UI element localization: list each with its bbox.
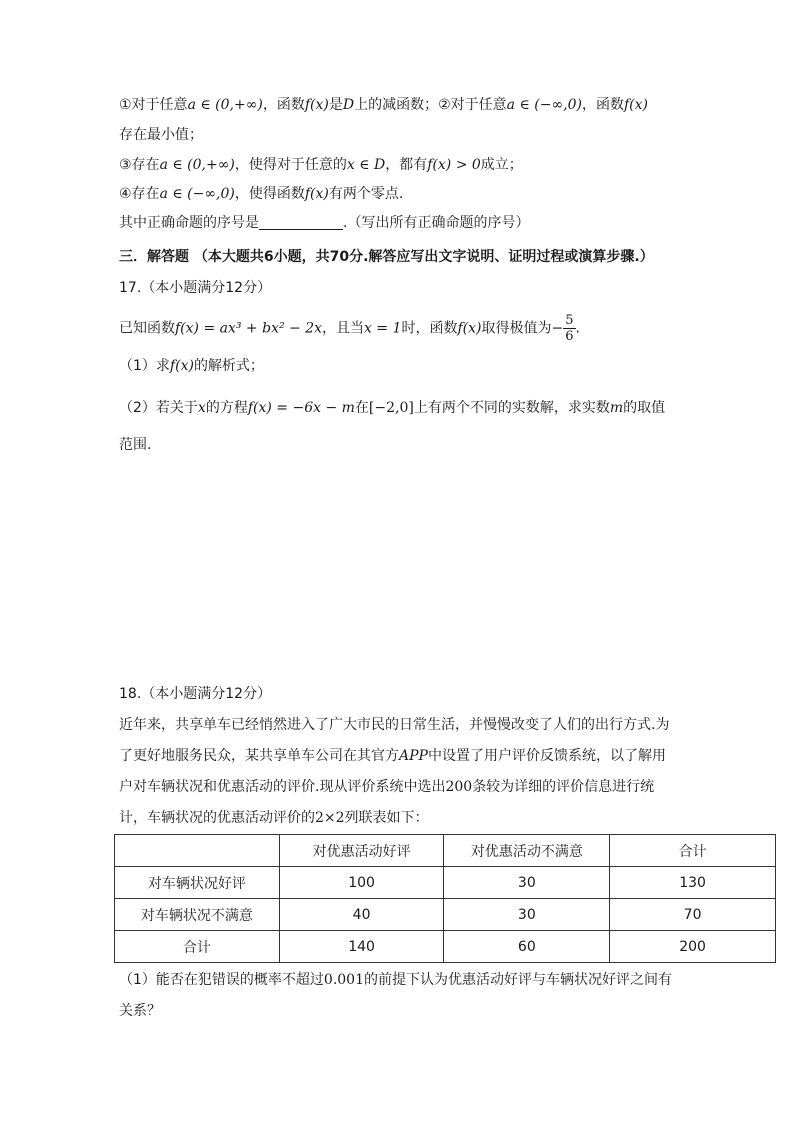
table-cell: 对车辆状况好评 <box>115 867 280 899</box>
table-cell: 70 <box>610 899 776 931</box>
text: 的方程 <box>205 400 248 416</box>
math-expr: 2×2 <box>315 810 345 826</box>
table-header-cell <box>115 835 280 867</box>
text: 列联表如下： <box>344 810 429 826</box>
q18-header: 18.（本小题满分12分） <box>119 686 272 702</box>
table-row <box>115 867 776 899</box>
q18-part1-cont: 关系？ <box>119 1003 161 1019</box>
proposition-1-2-line1 <box>119 95 648 115</box>
table-cell: 40 <box>279 899 444 931</box>
section-title: 三．解答题 （本大题共6小题，共70分.解答应写出文字说明、证明过程或演算步骤.） <box>119 249 654 265</box>
text: ，都有 <box>385 157 428 173</box>
table-cell: 30 <box>444 867 610 899</box>
table-header-cell: 对优惠活动好评 <box>279 835 444 867</box>
table-cell: 130 <box>610 867 776 899</box>
math-expr: D <box>342 97 355 113</box>
table-row <box>115 899 776 931</box>
q18-para1: 近年来，共享单车已经悄然进入了广大市民的日常生活，并慢慢改变了人们的出行方式.为 <box>119 717 670 733</box>
q17-stem <box>119 313 580 344</box>
text: 的解析式； <box>193 358 264 374</box>
table-row <box>115 931 776 963</box>
table-cell: 合计 <box>115 931 280 963</box>
text: 存在最小值； <box>119 127 203 143</box>
text: 上有两个不同的实数解，求实数 <box>413 400 610 416</box>
text: 成立； <box>480 157 523 173</box>
math-expr: f(x) <box>304 186 329 202</box>
numerator: 5 <box>565 313 574 328</box>
text: ，使得函数 <box>234 186 305 202</box>
math-expr: f(x) = ax³ + bx² − 2x <box>175 320 323 337</box>
text: ，函数 <box>581 97 624 113</box>
table-header-cell: 合计 <box>610 835 776 867</box>
math-expr: f(x) <box>304 97 329 113</box>
text: 的取值 <box>623 400 666 416</box>
text: （1）求 <box>119 358 170 374</box>
table-cell: 100 <box>279 867 444 899</box>
q18-para3 <box>119 777 654 797</box>
contingency-table <box>114 834 776 963</box>
math-expr: a ∈ (0,+∞) <box>187 97 263 113</box>
answer-blank[interactable] <box>259 215 343 230</box>
table-cell: 140 <box>279 931 444 963</box>
text: 已知函数 <box>119 320 175 337</box>
text: ，函数 <box>262 97 305 113</box>
text: （2）若关于 <box>119 400 198 416</box>
table-cell: 60 <box>444 931 610 963</box>
text: ③存在 <box>119 157 160 173</box>
text: 上的减函数；②对于任意 <box>354 97 507 113</box>
text: 的前提下认为优惠活动好评与车辆状况好评之间有 <box>364 972 673 988</box>
q18-para2 <box>119 746 666 766</box>
text: 是 <box>328 97 343 113</box>
text: ④存在 <box>119 186 160 202</box>
table-cell: 对车辆状况不满意 <box>115 899 280 931</box>
math-expr: APP <box>399 748 428 764</box>
text: （1）能否在犯错误的概率不超过 <box>119 972 324 988</box>
math-expr: x ∈ D <box>346 157 386 173</box>
table-cell: 200 <box>610 931 776 963</box>
text: 其中正确命题的序号是 <box>119 215 259 231</box>
text: .（写出所有正确命题的序号） <box>343 215 530 231</box>
text: 有两个零点. <box>328 186 404 202</box>
math-expr: f(x) > 0 <box>427 157 481 173</box>
text: 取得极值为 <box>481 320 552 337</box>
proposition-2-line2 <box>119 125 203 145</box>
proposition-3 <box>119 155 523 175</box>
math-expr: m <box>609 400 624 416</box>
q17-header: 17.（本小题满分12分） <box>119 280 272 296</box>
math-expr: f(x) <box>457 320 482 337</box>
math-expr: a ∈ (0,+∞) <box>159 157 235 173</box>
math-expr: x <box>197 400 206 416</box>
q17-part1 <box>119 356 264 376</box>
q17-part2 <box>119 398 665 418</box>
number: 200 <box>445 779 473 795</box>
math-expr: f(x) <box>169 358 194 374</box>
text: ①对于任意 <box>119 97 188 113</box>
math-expr: x = 1 <box>364 320 402 337</box>
number: 0.001 <box>323 972 365 988</box>
denominator: 6 <box>565 329 574 344</box>
math-expr: f(x) = −6x − m <box>247 400 355 416</box>
minus-sign: − <box>551 320 564 337</box>
table-header-cell: 对优惠活动不满意 <box>444 835 610 867</box>
text: 计，车辆状况的优惠活动评价的 <box>119 810 315 826</box>
text: 时，函数 <box>401 320 458 337</box>
answer-line <box>119 213 529 233</box>
text: ，且当 <box>322 320 365 337</box>
text: ，使得对于任意的 <box>234 157 347 173</box>
table-header-row <box>115 835 776 867</box>
text: 中设置了用户评价反馈系统，以了解用 <box>427 748 666 764</box>
text: 在 <box>354 400 369 416</box>
q17-part2-cont: 范围. <box>119 437 152 453</box>
text: 户对车辆状况和优惠活动的评价.现从评价系统中选出 <box>119 779 446 795</box>
math-expr: [−2,0] <box>368 400 414 416</box>
q18-para4 <box>119 808 429 828</box>
q18-part1 <box>119 970 672 990</box>
text: . <box>575 320 580 337</box>
table-cell: 30 <box>444 899 610 931</box>
math-expr: a ∈ (−∞,0) <box>506 97 582 113</box>
proposition-4 <box>119 184 403 204</box>
math-expr: a ∈ (−∞,0) <box>159 186 235 202</box>
text: 条较为详细的评价信息进行统 <box>472 779 655 795</box>
fraction <box>563 313 575 344</box>
text: 了更好地服务民众，某共享单车公司在其官方 <box>119 748 399 764</box>
math-expr: f(x) <box>623 97 648 113</box>
